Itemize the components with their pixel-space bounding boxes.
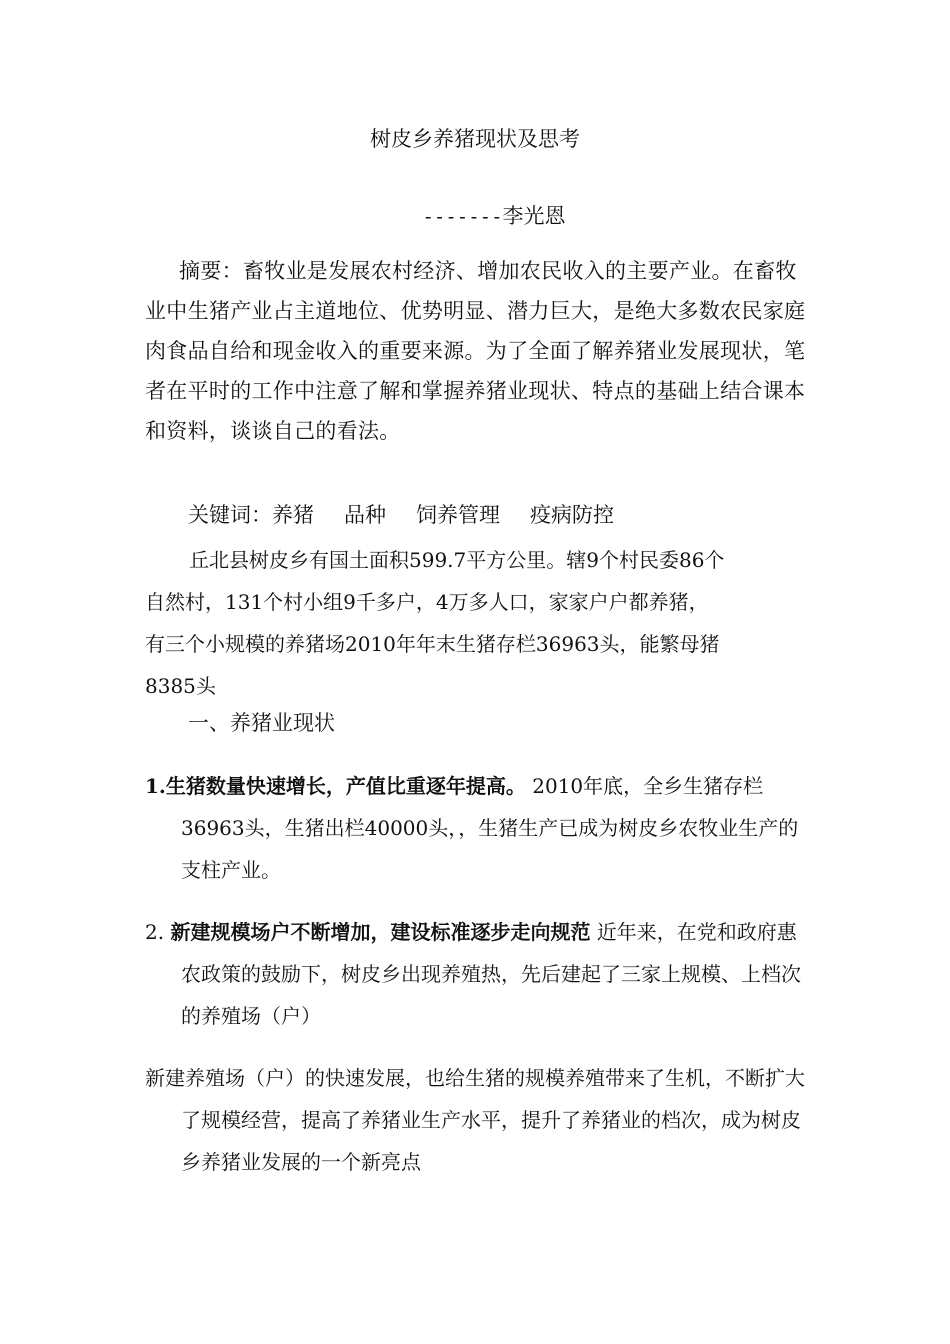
list-item-2 bbox=[145, 911, 815, 1037]
item2-prefix: 2. bbox=[145, 920, 171, 944]
intro-line-1: 丘北县树皮乡有国土面积599.7平方公里。辖9个村民委86个 bbox=[189, 548, 725, 572]
keyword-breed: 品种 bbox=[344, 503, 386, 527]
author-name: 李光恩 bbox=[502, 204, 566, 228]
item1-text: 2010年底，全乡生猪存栏36963头，生猪出栏40000头，，生猪生产已成为树皮乡农牧业生产的支柱产业。 bbox=[181, 774, 799, 882]
keyword-disease-control: 疫病防控 bbox=[530, 503, 614, 527]
keyword-feeding: 饲养管理 bbox=[416, 503, 500, 527]
item2-text: 近年来，在党和政府惠农政策的鼓励下，树皮乡出现养殖热，先后建起了三家上规模、上档次的养殖场（户） bbox=[181, 920, 801, 1028]
item2-heading: 新建规模场户不断增加，建设标准逐步走向规范 bbox=[170, 920, 591, 944]
abstract-paragraph: 摘要：畜牧业是发展农村经济、增加农民收入的主要产业。在畜牧业中生猪产业占主道地位、优势明显、潜力巨大，是绝大多数农民家庭肉食品自给和现金收入的重要来源。为了全面了解养猪业发展现状，笔者在平时的工作中注意了解和掌握养猪业现状、特点的基础上结合课本和资料，谈谈自己的看法。 bbox=[145, 259, 806, 443]
author-line bbox=[0, 201, 950, 232]
intro-paragraph bbox=[145, 539, 815, 707]
keywords-line bbox=[188, 500, 614, 530]
list-item-3: 新建养殖场（户）的快速发展，也给生猪的规模养殖带来了生机，不断扩大了规模经营，提高了养猪业生产水平，提升了养猪业的档次，成为树皮乡养猪业发展的一个新亮点 bbox=[145, 1066, 805, 1174]
intro-line-4: 8385头 bbox=[145, 674, 216, 698]
keyword-label: 关键词：养猪 bbox=[188, 503, 314, 527]
intro-line-3: 有三个小规模的养猪场2010年年末生猪存栏36963头，能繁母猪 bbox=[145, 632, 720, 656]
section-heading-1: 一、养猪业现状 bbox=[188, 711, 335, 735]
item1-heading: 1.生猪数量快速增长，产值比重逐年提高。 bbox=[145, 774, 526, 798]
author-dashes: ------- bbox=[422, 206, 503, 228]
intro-line-2: 自然村，131个村小组9千多户，4万多人口，家家户户都养猪， bbox=[145, 590, 709, 614]
list-item-1 bbox=[145, 765, 815, 891]
document-title: 树皮乡养猪现状及思考 bbox=[370, 127, 580, 151]
